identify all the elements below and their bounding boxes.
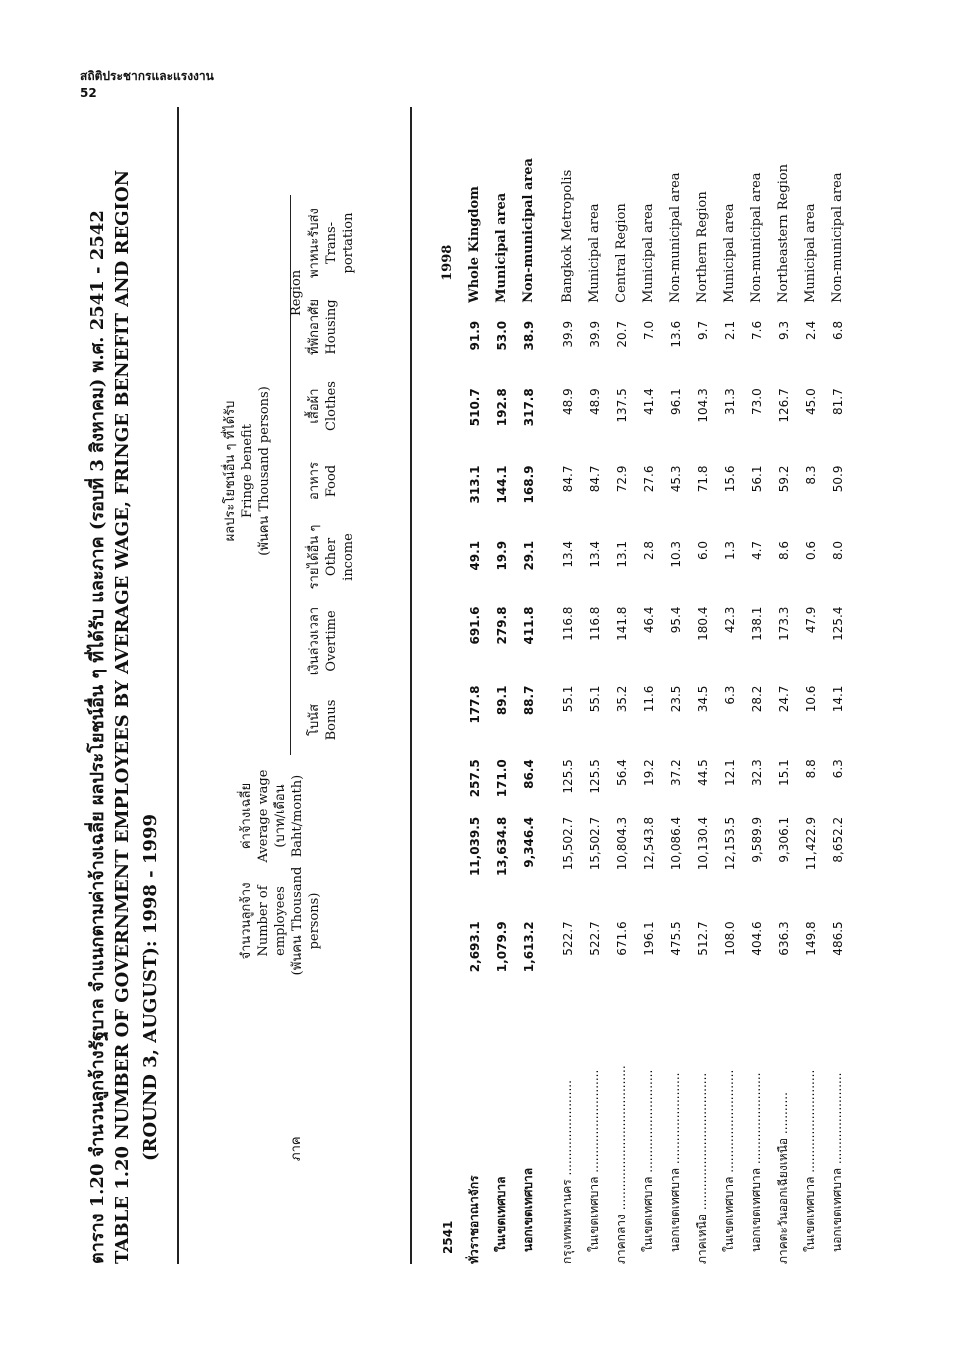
table-title-english-line2: (ROUND 3, AUGUST): 1998 - 1999 — [140, 814, 161, 1161]
table-row: ทั่วราชอาณาจักร 2,693.1 11,039.5 257.5 177.8 691.6 49.1 313.1 510.7 91.9 Whole Kingdom — [467, 186, 482, 1264]
table-row: ภาคเหนือ .................................... 512.7 10,130.4 44.5 34.5 180.4 6.0 71.8 104.3 9.7 Northern Region — [695, 191, 710, 1264]
header-average-wage: ค่าจ้างเฉลี่ย Average wage (บาท/เดือน Baht/month) — [239, 769, 305, 863]
header-region-thai: ภาค — [289, 1136, 304, 1161]
table-row: ในเขตเทศบาล ........................... 149.8 11,422.9 8.8 10.6 47.9 0.6 8.3 45.0 2.4 Municipal area — [803, 203, 818, 1252]
header-transportation: พาหนะรับส่ง Trans- portation — [307, 208, 356, 278]
header-region-english: Region — [289, 269, 304, 316]
header-bottom-rule — [410, 107, 412, 1264]
table-row: ในเขตเทศบาล ........................... 108.0 12,153.5 12.1 6.3 42.3 1.3 15.6 31.3 2.1 Municipal area — [722, 203, 737, 1252]
year-row — [434, 107, 461, 1264]
table-row: นอกเขตเทศบาล ........................ 475.5 10,086.4 37.2 23.5 95.4 10.3 45.3 96.1 13.6 Non-municipal area — [668, 172, 683, 1252]
table-row: ในเขตเทศบาล ........................... 196.1 12,543.8 19.2 11.6 46.4 2.8 27.6 41.4 7.0 Municipal area — [641, 203, 656, 1252]
table-row: ในเขตเทศบาล ........................... 522.7 15,502.7 125.5 55.1 116.8 13.4 84.7 48.9 39.9 Municipal area — [587, 203, 602, 1252]
header-bonus: โบนัส Bonus — [307, 699, 339, 741]
header-top-rule — [177, 107, 179, 1264]
book-title: สถิติประชากรและแรงงาน — [80, 69, 214, 83]
header-food: อาหาร Food — [307, 462, 339, 500]
page-number: 52 — [80, 86, 97, 100]
header-overtime: เงินล่วงเวลา Overtime — [307, 606, 339, 676]
table-row: นอกเขตเทศบาล ........................ 404.6 9,589.9 32.3 28.2 138.1 4.7 56.1 73.0 7.6 Non-municipal area — [749, 172, 764, 1252]
data-table — [434, 107, 851, 1264]
table-row: นอกเขตเทศบาล ........................ 486.5 8,652.2 6.3 14.1 125.4 8.0 50.9 81.7 6.8 Non-municipal area — [830, 172, 845, 1252]
table-title-thai: ตาราง 1.20 จำนวนลูกจ้างรัฐบาล จำแนกตามค่าจ้างเฉลี่ย ผลประโยชน์อื่น ๆ ที่ได้รับ และภาค (รอบที่ 3 สิงหาคม) พ.ศ. 2541 - 2542 — [87, 210, 108, 1264]
header-fringe-benefit: ผลประโยชน์อื่น ๆ ที่ได้รับ Fringe benefit (พันคน Thousand persons) — [223, 386, 272, 556]
year-thai: 2541 — [440, 1220, 455, 1254]
table-row: ภาคกลาง ...................................... 671.6 10,804.3 56.4 35.2 141.8 13.1 72.9 137.5 20.7 Central Region — [614, 203, 629, 1264]
header-employees: จำนวนลูกจ้าง Number of employees (พันคน Thousand persons) — [239, 866, 322, 976]
year-english: 1998 — [440, 244, 455, 281]
table-row: นอกเขตเทศบาล 1,613.2 9,346.4 86.4 88.7 411.8 29.1 168.9 317.8 38.9 Non-municipal area — [521, 158, 536, 1252]
header-housing: ที่พักอาศัย Housing — [307, 299, 339, 355]
header-clothes: เสื้อผ้า Clothes — [307, 381, 339, 431]
table-title-english: TABLE 1.20 NUMBER OF GOVERNMENT EMPLOYEES BY AVERAGE WAGE, FRINGE BENEFIT AND REGION — [112, 169, 133, 1264]
table-row: ภาคตะวันออกเฉียงเหนือ ........... 636.3 9,306.1 15.1 24.7 173.3 8.6 59.2 126.7 9.3 Northeastern Region — [776, 163, 791, 1264]
header-other-income: รายได้อื่น ๆ Other income — [307, 524, 356, 590]
table-row: กรุงเทพมหานคร ......................... 522.7 15,502.7 125.5 55.1 116.8 13.4 84.7 48.9 39.9 Bangkok Metropolis — [560, 169, 575, 1264]
table-row: ในเขตเทศบาล 1,079.9 13,634.8 171.0 89.1 279.8 19.9 144.1 192.8 53.0 Municipal area — [494, 192, 509, 1252]
